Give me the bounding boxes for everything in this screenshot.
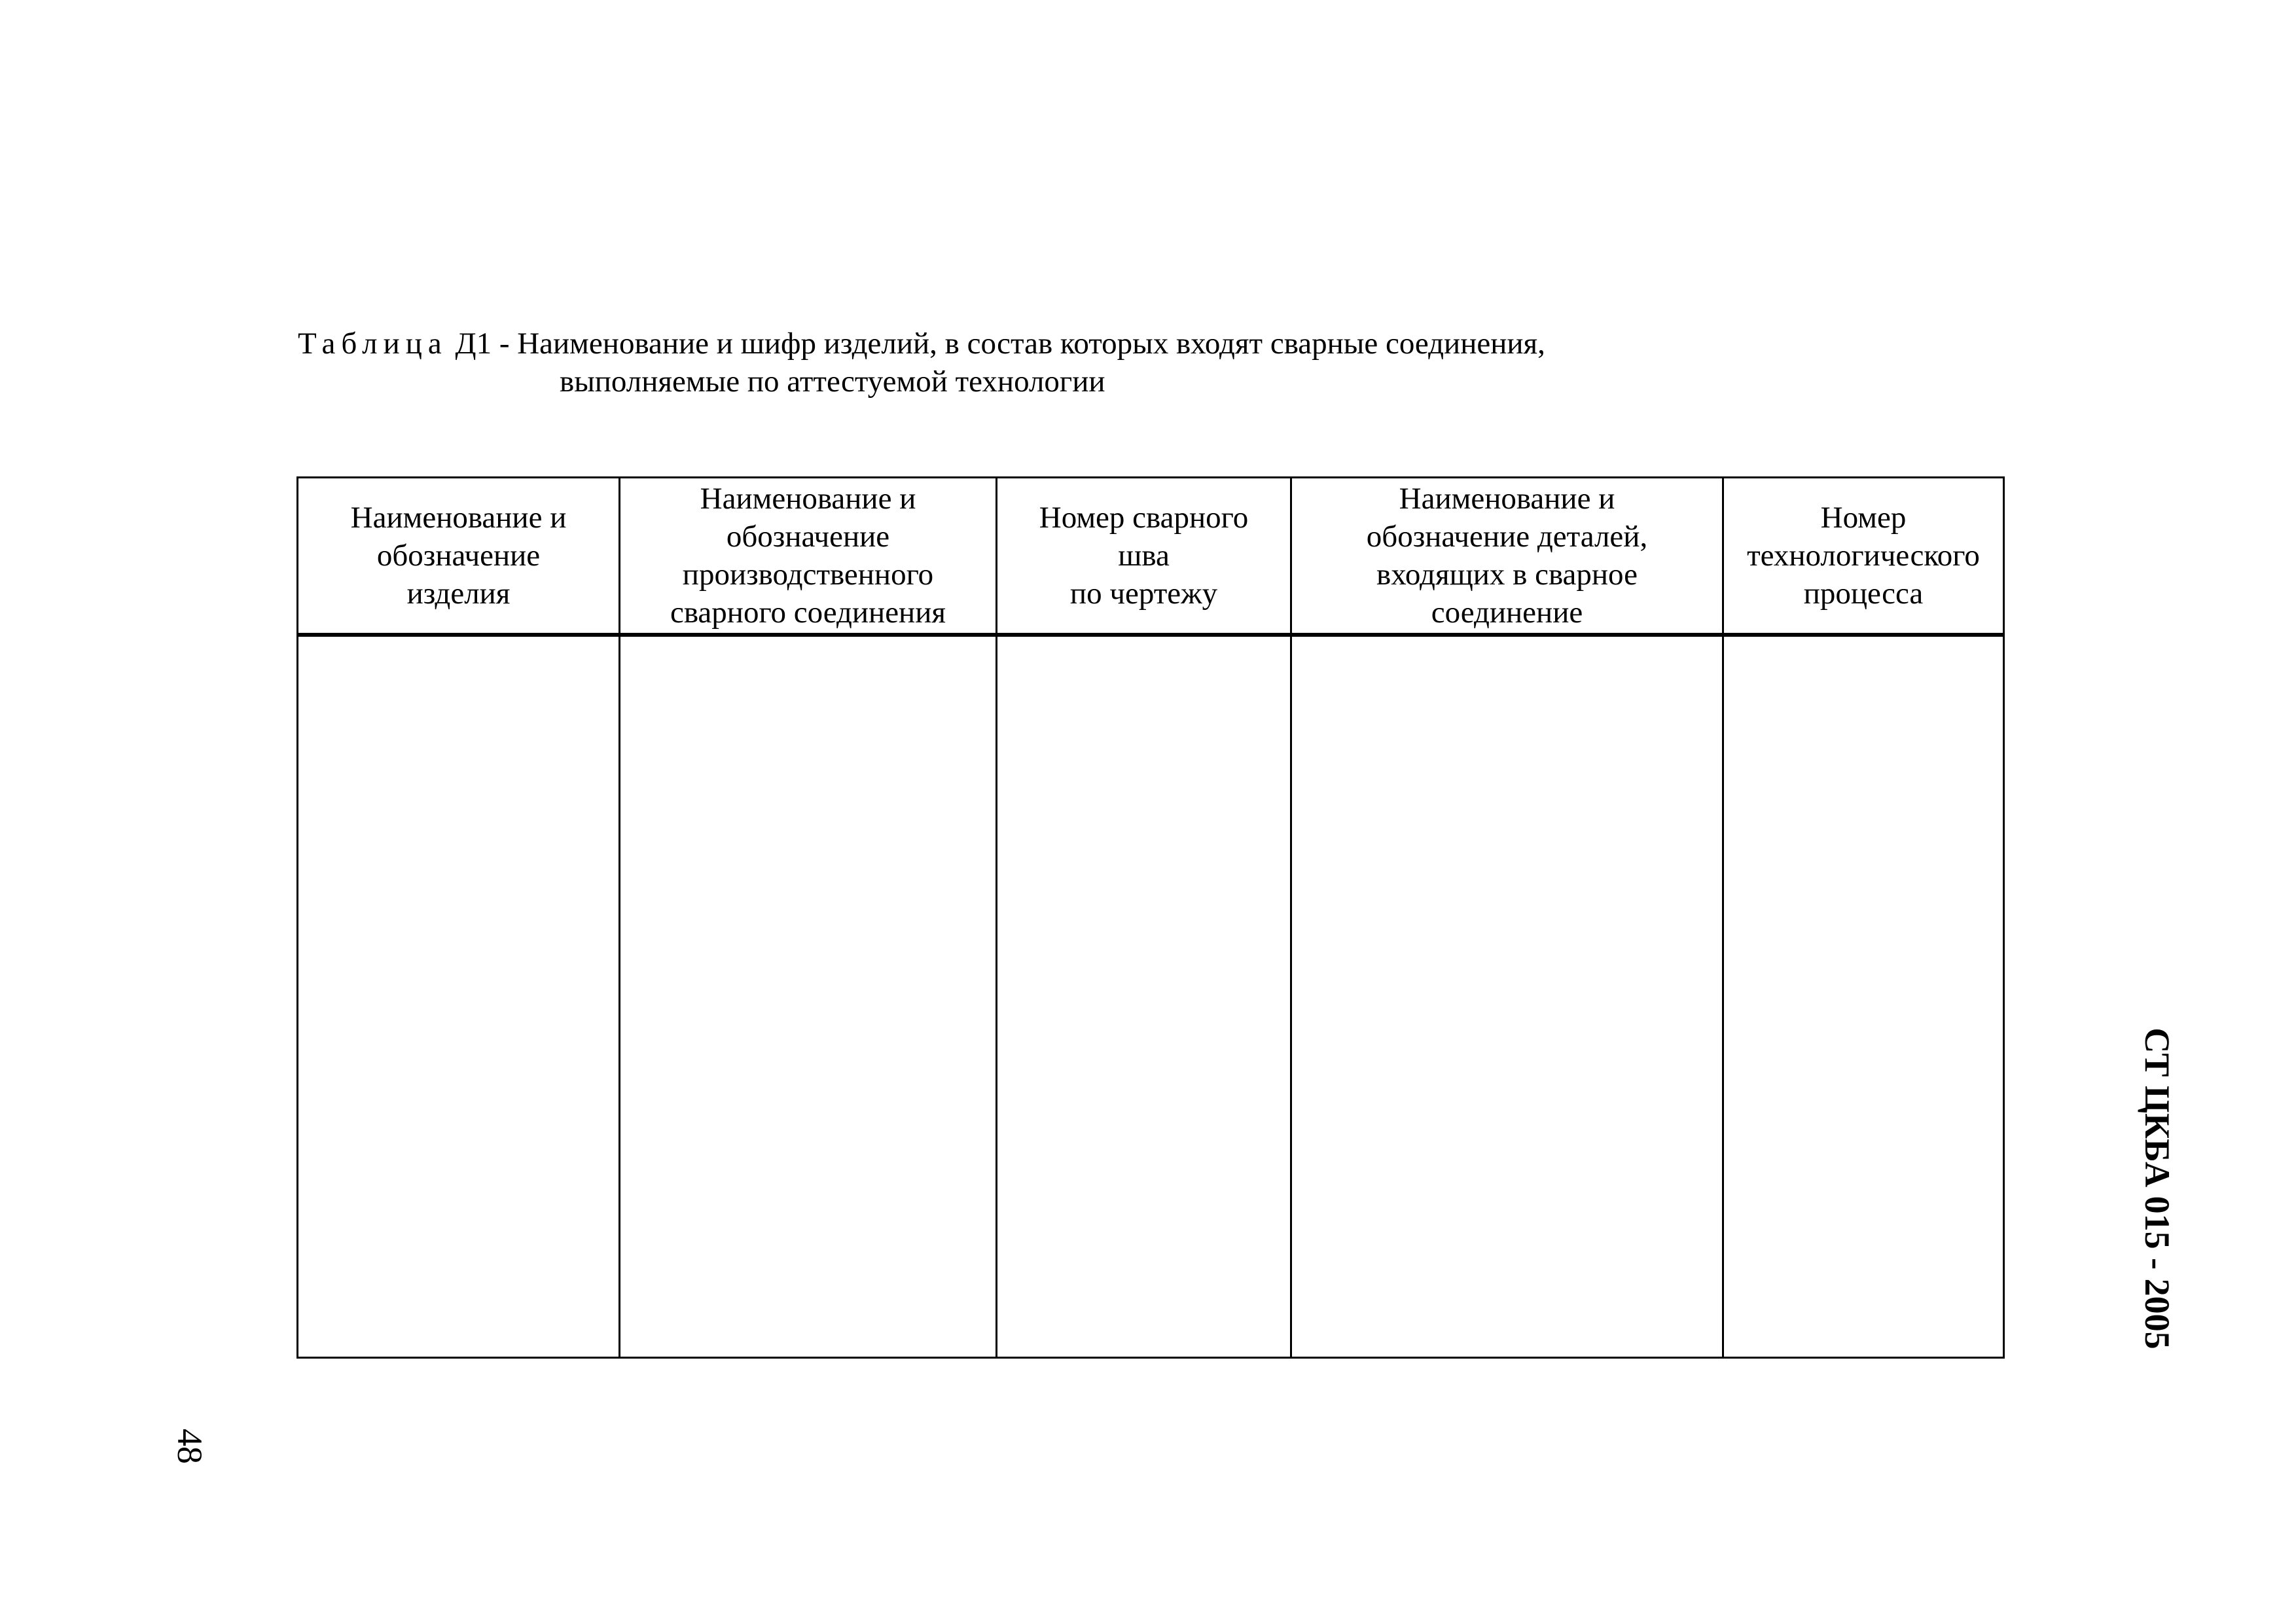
header-parts: Наименование и обозначение деталей, входящих в сварное соединение [1291,478,1723,635]
cell-product [298,635,620,1358]
table-header-row [298,478,2004,635]
form-table [296,476,2005,1359]
header-seam-number: Номер сварного шва по чертежу [997,478,1291,635]
page-number: 48 [170,1429,209,1464]
header-process-number: Номер технологического процесса [1723,478,2004,635]
cell-parts [1291,635,1723,1358]
document-code: СТ ЦКБА 015 - 2005 [2138,1027,2177,1349]
cell-seam-number [997,635,1291,1358]
table-caption [298,325,1545,399]
caption-title-line1: - Наименование и шифр изделий, в состав которых входят сварные соединения, [499,327,1545,361]
caption-title-line2: выполняемые по аттестуемой технологии [560,365,1105,399]
cell-weld-joint [620,635,997,1358]
cell-process-number [1723,635,2004,1358]
caption-label: Таблица [298,327,448,361]
caption-number: Д1 [455,327,492,361]
header-product: Наименование и обозначение изделия [298,478,620,635]
header-weld-joint: Наименование и обозначение производственного сварного соединения [620,478,997,635]
table-row [298,635,2004,1358]
